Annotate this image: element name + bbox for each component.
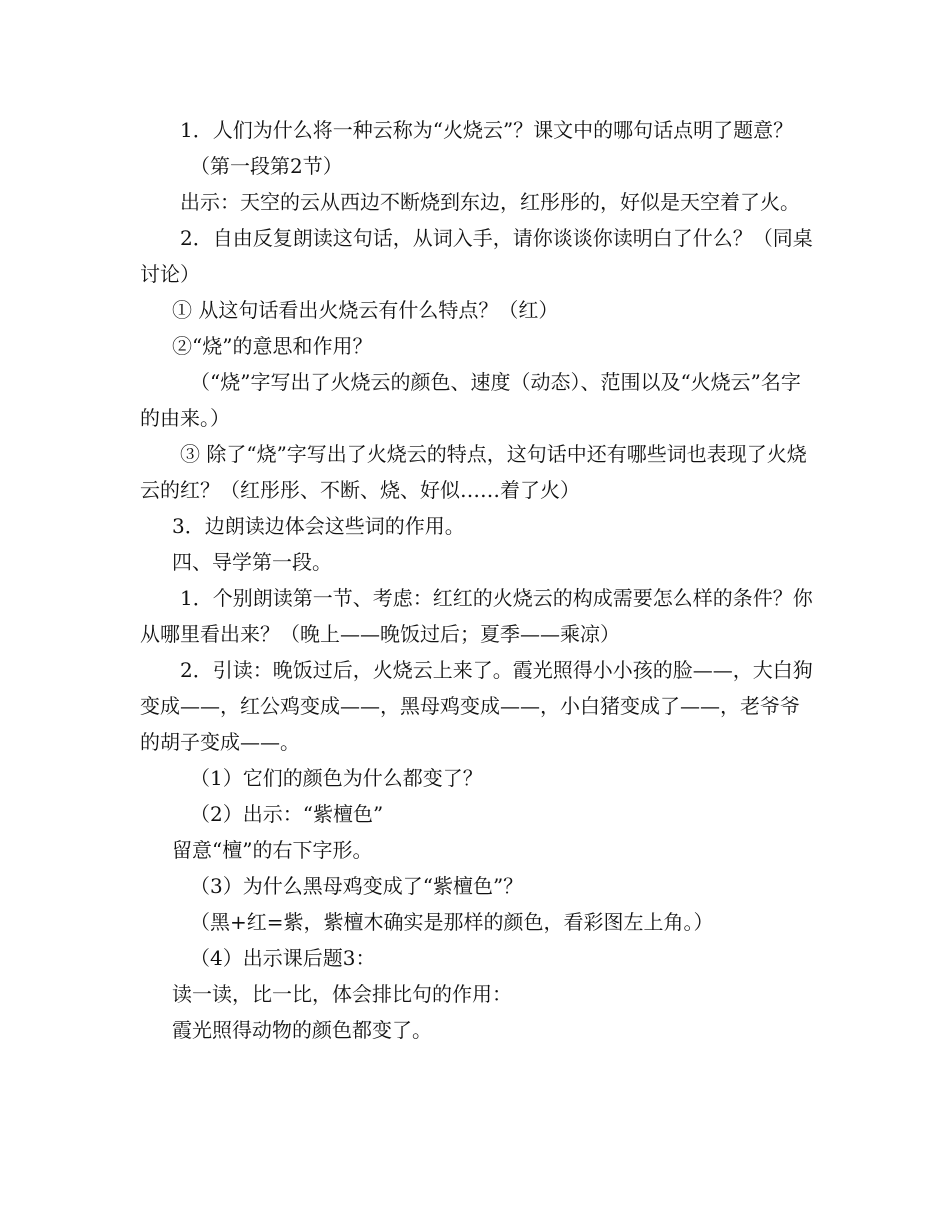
paragraph: （3）为什么黑母鸡变成了“紫檀色”？ (190, 874, 524, 898)
paragraph: 3．边朗读边体会这些词的作用。 (172, 514, 465, 538)
paragraph: 霞光照得动物的颜色都变了。 (172, 1018, 432, 1042)
paragraph: ③ 除了“烧”字写出了火烧云的特点，这句话中还有哪些词也表现了火烧云的红？（红彤彤、不断、烧、好似……着了火） (140, 442, 807, 502)
paragraph: 1．个别朗读第一节、考虑：红红的火烧云的构成需要怎么样的条件？你从哪里看出来？（晚上——晚饭过后；夏季——乘凉） (140, 586, 813, 646)
paragraph: （第一段第2节） (190, 154, 343, 178)
paragraph: ②“烧”的意思和作用？ (172, 334, 373, 358)
paragraph: 出示：天空的云从西边不断烧到东边，红彤彤的，好似是天空着了火。 (180, 190, 800, 214)
document-body (140, 112, 815, 1048)
paragraph: 四、导学第一段。 (172, 550, 332, 574)
paragraph: （黑+红=紫，紫檀木确实是那样的颜色，看彩图左上角。） (190, 910, 714, 934)
paragraph: （“烧”字写出了火烧云的颜色、速度（动态）、范围以及“火烧云”名字的由来。） (140, 370, 801, 430)
paragraph: 读一读，比一比，体会排比句的作用： (172, 982, 512, 1006)
paragraph: ① 从这句话看出火烧云有什么特点？（红） (172, 298, 559, 322)
paragraph: 2．自由反复朗读这句话，从词入手，请你谈谈你读明白了什么？（同桌讨论） (140, 226, 813, 286)
paragraph: （4）出示课后题3： (190, 946, 376, 970)
paragraph: （1）它们的颜色为什么都变了？ (190, 766, 483, 790)
paragraph: （2）出示：“紫檀色” (190, 802, 384, 826)
paragraph: 1．人们为什么将一种云称为“火烧云”？课文中的哪句话点明了题意？ (180, 118, 794, 142)
paragraph: 留意“檀”的右下字形。 (172, 838, 373, 862)
paragraph: 2．引读：晚饭过后，火烧云上来了。霞光照得小小孩的脸——，大白狗变成——，红公鸡变成——，黑母鸡变成——，小白猪变成了——，老爷爷的胡子变成——。 (140, 658, 813, 754)
